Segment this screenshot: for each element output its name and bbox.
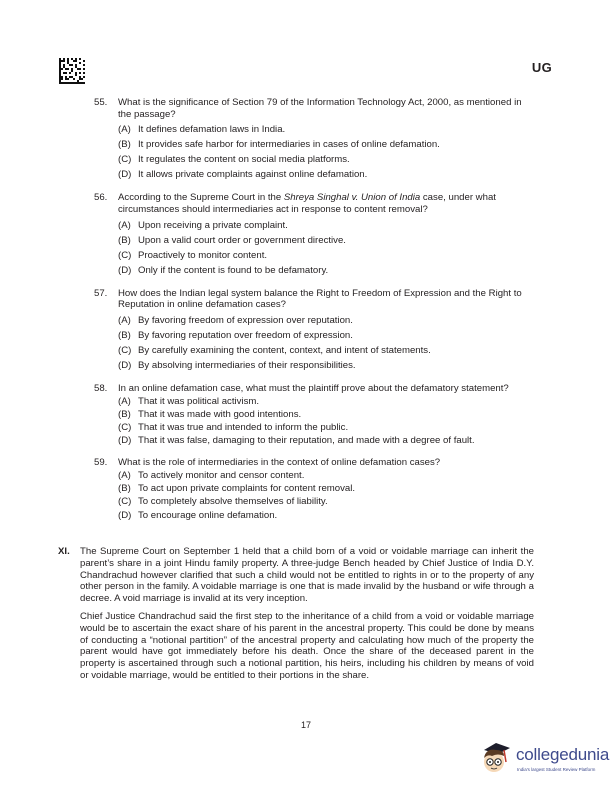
option-c: (C) By carefully examining the content, context, and intent of statements.: [118, 344, 431, 356]
question-number: 55.: [94, 97, 108, 108]
question-number: 59.: [94, 456, 108, 468]
question-59: [94, 457, 534, 522]
option-a: (A) Upon receiving a private complaint.: [118, 219, 288, 231]
passage-paragraph-2: Chief Justice Chandrachud said the first step to the inheritance of a child from a void or voidable marriage would be to ascertain the exact share of his parent in the ancestral property. This could be done by means of conducting a “notional partition” of the ancestral property and calculating how much of the property the parent would have got immediately before his death. Once the share of the deceased parent in the property is ascertained through such a notional partition, his heirs, including his children by means of void or voidable marriage, would be entitled to their portions in the share.: [80, 610, 534, 681]
question-57: [94, 288, 534, 373]
option-b: (B) Upon a valid court order or government directive.: [118, 234, 346, 246]
option-a: (A) By favoring freedom of expression over reputation.: [118, 314, 353, 326]
logo-wordmark: collegedunia: [516, 745, 610, 764]
option-a: (A) To actively monitor and censor content.: [118, 469, 305, 481]
question-number: 57.: [94, 287, 108, 299]
paper-code: UG: [531, 60, 552, 75]
option-d: (D) Only if the content is found to be defamatory.: [118, 264, 329, 276]
option-c: (C) Proactively to monitor content.: [118, 249, 268, 261]
option-d: (D) That it was false, damaging to their reputation, and made with a degree of fault.: [118, 434, 475, 446]
question-text: In an online defamation case, what must the plaintiff prove about the defamatory statement?: [118, 383, 509, 395]
option-b: (B) That it was made with good intentions.: [118, 408, 302, 420]
option-d: (D) By absolving intermediaries of their responsibilities.: [118, 359, 356, 371]
collegedunia-logo: [480, 740, 610, 780]
page-number: 17: [300, 720, 311, 730]
question-58: [94, 383, 534, 447]
option-c: (C) To completely absolve themselves of liability.: [118, 496, 328, 508]
question-56: [94, 192, 534, 277]
option-c: (C) It regulates the content on social media platforms.: [118, 154, 350, 166]
question-number: 56.: [94, 192, 108, 204]
option-c: (C) That it was true and intended to inform the public.: [118, 421, 349, 433]
question-text: How does the Indian legal system balance the Right to Freedom of Expression and the Right to Reputation in online defamation cases?: [118, 287, 522, 311]
option-b: (B) It provides safe harbor for intermediaries in cases of online defamation.: [118, 139, 440, 151]
mascot-icon: [480, 740, 512, 776]
option-b: (B) To act upon private complaints for content removal.: [118, 482, 356, 494]
datamatrix-barcode-icon: [59, 58, 85, 84]
reading-passage: [58, 546, 534, 688]
question-text: What is the role of intermediaries in the context of online defamation cases?: [118, 456, 441, 468]
question-text: According to the Supreme Court in the Shreya Singhal v. Union of India case, under what circumstances should intermediaries act in response to content removal?: [118, 192, 496, 215]
option-d: (D) It allows private complaints against online defamation.: [118, 169, 368, 181]
option-b: (B) By favoring reputation over freedom of expression.: [118, 329, 353, 341]
question-55: [94, 97, 534, 182]
logo-tagline: India's largest Student Review Platform: [517, 767, 596, 772]
question-text: What is the significance of Section 79 of the Information Technology Act, 2000, as mentioned in the passage?: [118, 97, 522, 120]
option-d: (D) To encourage online defamation.: [118, 509, 278, 521]
option-a: (A) It defines defamation laws in India.: [118, 124, 286, 136]
option-a: (A) That it was political activism.: [118, 395, 260, 407]
question-list: [94, 97, 534, 532]
passage-paragraph-1: The Supreme Court on September 1 held that a child born of a void or voidable marriage can inherit the parent’s share in a joint Hindu family property. A three-judge Bench headed by Chief Justice of India D.Y. Chandrachud however clarified that such a child would not be entitled to rights in or to the property of any other person in the family. A voidable marriage is one that is made invalid by the husband or wife through a decree. A void marriage is invalid at its very inception.: [80, 546, 534, 605]
case-name: Shreya Singhal v. Union of India: [283, 192, 421, 204]
passage-number: XI.: [58, 546, 70, 557]
question-number: 58.: [94, 383, 108, 395]
